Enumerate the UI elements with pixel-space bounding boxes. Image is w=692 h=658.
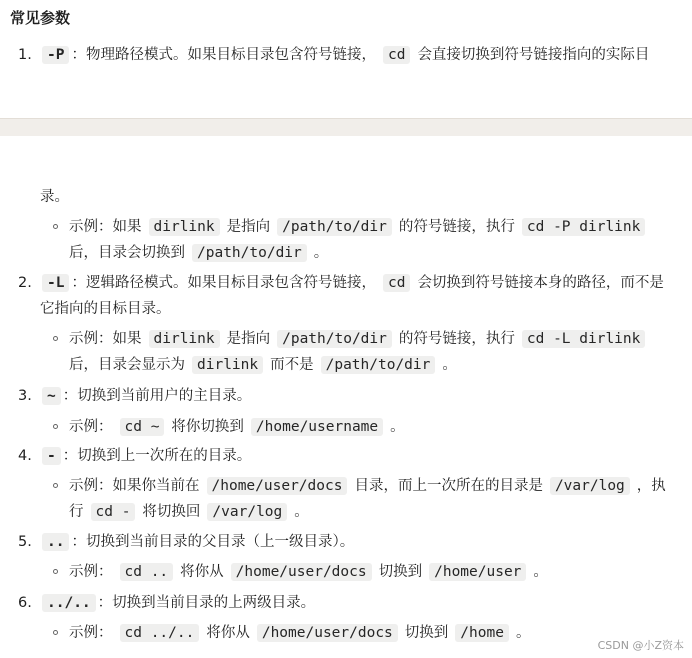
code-path: /home/user/docs [231,563,372,581]
item-4-desc: 切换到上一次所在的目录。 [77,448,252,464]
flag-dotdot-dotdot: ../.. [42,594,96,612]
item-6-line-1 [40,592,315,614]
item-1-line-1 [40,44,649,66]
code-path: /path/to/dir [277,330,392,348]
example-prefix: 示例： [69,564,113,580]
code-path: /var/log [207,503,287,521]
example-text: 将你从 [180,564,224,580]
code-path: /home/user/docs [257,624,398,642]
item-3-line-1 [40,385,251,407]
code-path: /home [455,624,509,642]
item-5-number: 5. [18,534,32,550]
item-1-code-cd: cd [383,46,410,64]
code-path: /var/log [550,477,630,495]
item-3-desc: 切换到当前用户的主目录。 [77,388,252,404]
item-3-colon: ： [62,388,78,404]
item-1-desc-cont: 录。 [40,189,69,205]
example-text: 而不是 [270,357,314,373]
example-text: 切换到 [404,625,449,641]
item-4-line-1 [40,445,251,467]
code-path: /home/user [429,563,526,581]
item-2-colon: ： [71,275,86,291]
example-end: 。 [533,564,548,580]
bullet-icon [53,630,58,635]
code-command: cd ~ [120,418,165,436]
example-end: 。 [390,419,405,435]
item-1-example-line-1 [69,216,652,238]
example-text: 切换到 [378,564,423,580]
item-4-colon: ： [62,448,78,464]
item-2-line-1 [40,272,664,294]
code-command: cd -L dirlink [522,330,646,348]
item-2-code-cd: cd [383,274,410,292]
code-path: /home/username [251,418,383,436]
item-1-number: 1. [18,47,32,63]
example-text: ，执 [636,478,666,494]
code-dirlink: dirlink [149,218,220,236]
example-prefix: 示例：如果 [69,331,142,347]
example-end: 。 [294,504,309,520]
example-text: 是指向 [226,331,271,347]
example-prefix: 示例：如果 [69,219,142,235]
item-1-desc-b: 会直接切换到符号链接指向的实际目 [417,47,650,63]
example-text: 的符号链接，执行 [398,219,515,235]
code-path: /path/to/dir [321,356,436,374]
item-6-example [69,622,530,644]
example-end: 。 [515,625,531,641]
item-6-number: 6. [18,595,32,611]
flag-p: -P [42,46,69,64]
bullet-icon [53,483,58,488]
item-1-colon: ： [71,47,86,63]
example-prefix: 示例：如果你当前在 [69,478,200,494]
bullet-icon [53,224,58,229]
example-text: 目录，而上一次所在的目录是 [354,478,543,494]
code-dirlink: dirlink [149,330,220,348]
item-4-example-line-2 [69,501,309,523]
flag-dotdot: .. [42,533,69,551]
item-3-number: 3. [18,388,32,404]
code-command: cd -P dirlink [522,218,646,236]
item-2-number: 2. [18,275,32,291]
item-2-desc-cont: 它指向的目标目录。 [40,301,171,317]
example-text: 后，目录会显示为 [69,357,185,373]
code-command: cd - [91,503,136,521]
item-2-example-line-2 [69,354,457,376]
code-dirlink: dirlink [192,356,263,374]
item-2-desc-b: 会切换到符号链接本身的路径，而不是 [417,275,664,291]
bullet-icon [53,424,58,429]
bullet-icon [53,336,58,341]
example-prefix: 示例： [69,625,113,641]
item-4-example-line-1 [69,475,666,497]
item-5-colon: ： [71,534,86,550]
flag-dash: - [42,447,61,465]
example-text: 行 [69,504,84,520]
example-prefix: 示例： [69,419,113,435]
item-3-example [69,416,405,438]
example-text: 将切换回 [142,504,201,520]
page-break [0,118,692,136]
code-path: /path/to/dir [277,218,392,236]
item-5-line-1 [40,531,354,553]
flag-tilde: ~ [42,387,61,405]
item-6-colon: ： [97,595,113,611]
item-5-example [69,561,548,583]
item-2-example-line-1 [69,328,652,350]
item-1-desc-a: 物理路径模式。如果目标目录包含符号链接， [85,47,376,63]
item-6-desc: 切换到当前目录的上两级目录。 [112,595,316,611]
example-end: 。 [313,245,329,261]
item-4-number: 4. [18,448,32,464]
example-text: 将你从 [206,625,250,641]
example-end: 。 [442,357,457,373]
item-2-desc-a: 逻辑路径模式。如果目标目录包含符号链接， [85,275,376,291]
code-path: /home/user/docs [207,477,348,495]
watermark: CSDN @小Z资本 [597,639,684,652]
code-path: /path/to/dir [192,244,307,262]
bullet-icon [53,569,58,574]
code-command: cd ../.. [120,624,200,642]
example-text: 后，目录会切换到 [69,245,185,261]
example-text: 的符号链接，执行 [398,331,515,347]
item-5-desc: 切换到当前目录的父目录（上一级目录）。 [85,534,355,550]
example-text: 将你切换到 [171,419,244,435]
flag-l: -L [42,274,69,292]
item-1-example-line-2 [69,242,328,264]
code-command: cd .. [120,563,174,581]
example-text: 是指向 [226,219,271,235]
section-title: 常见参数 [10,9,71,27]
